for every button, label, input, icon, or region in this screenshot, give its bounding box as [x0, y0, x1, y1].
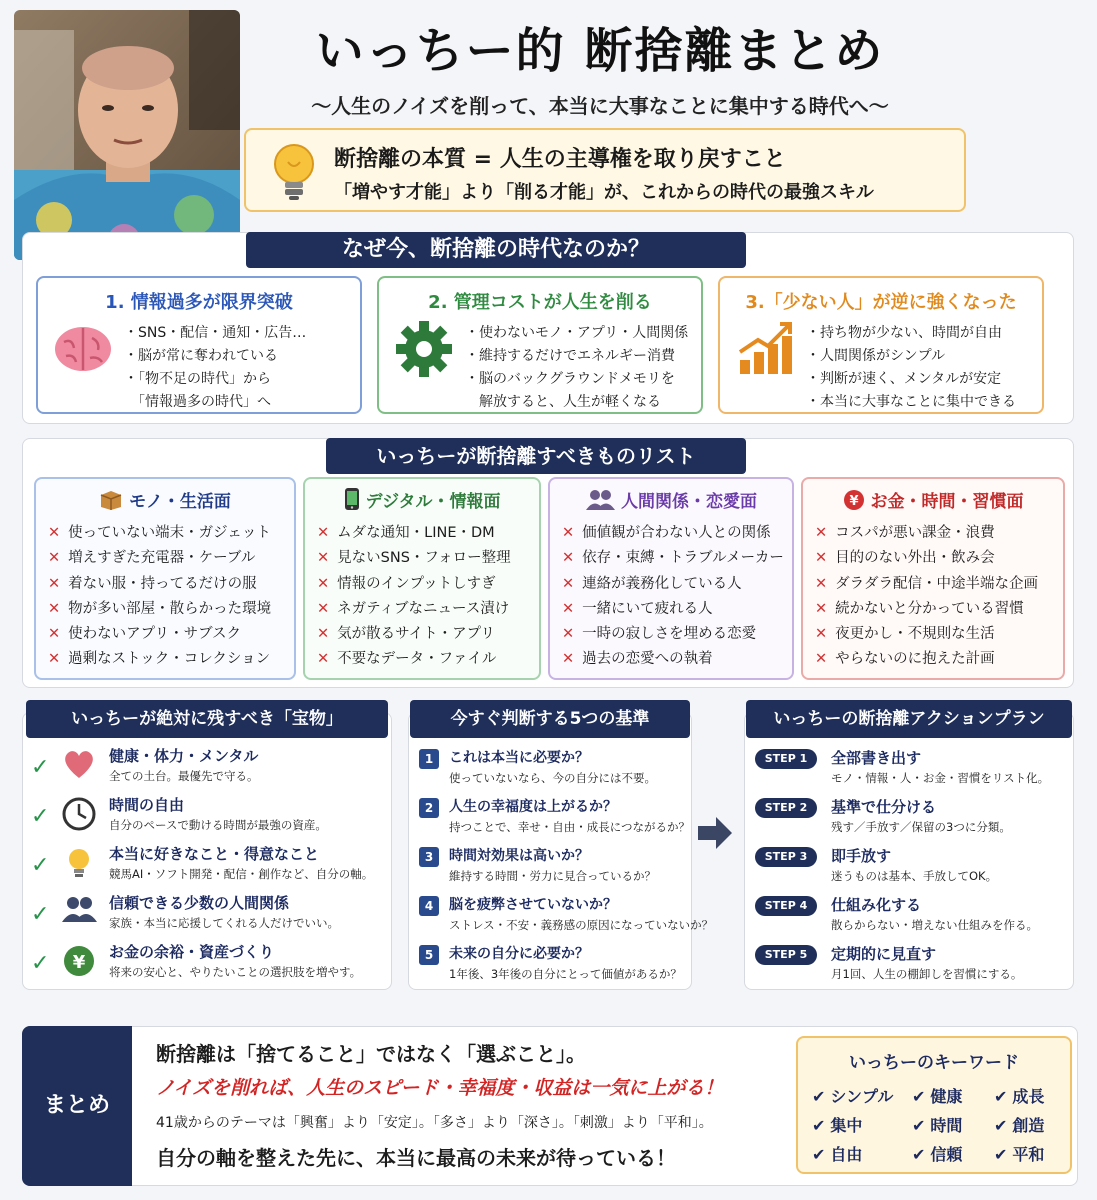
summary-label: まとめ: [22, 1026, 132, 1186]
list-item: ✕ 一時の寂しさを埋める恋愛: [562, 626, 757, 643]
step-badge: STEP 2: [755, 798, 817, 818]
summary-line-4: 自分の軸を整えた先に、本当に最高の未来が待っている！: [156, 1146, 676, 1170]
category-title: 人間関係・恋愛面: [621, 492, 757, 512]
x-mark-icon: ✕: [815, 626, 828, 643]
list-item: ✕ 着ない服・持ってるだけの服: [48, 575, 257, 592]
list-item: ・本当に大事なことに集中できる: [806, 394, 1016, 410]
check-icon: ✔: [912, 1116, 926, 1135]
keyword: ✔ シンプル: [812, 1087, 894, 1106]
treasure-item: ✓ 時間の自由 自分のペースで動ける時間が最強の資産。: [31, 794, 391, 840]
step-item: STEP 3 即手放す 迷うものは基本、手放してOK。: [755, 845, 1065, 891]
lightbulb-icon: [61, 845, 97, 885]
list-item: ✕ 目的のない外出・飲み会: [815, 550, 995, 567]
people-icon: [61, 894, 97, 928]
x-mark-icon: ✕: [48, 550, 61, 567]
box-icon: [99, 489, 123, 516]
x-mark-icon: ✕: [48, 575, 61, 592]
clock-icon: [61, 796, 97, 836]
keyword: ✔ 自由: [812, 1145, 863, 1164]
list-item: ✕ 使っていない端末・ガジェット: [48, 525, 271, 541]
check-icon: ✔: [912, 1087, 926, 1106]
list-item: ✕ 気が散るサイト・アプリ: [317, 626, 496, 643]
x-mark-icon: ✕: [317, 626, 330, 643]
list-item: ✕ コスパが悪い課金・浪費: [815, 525, 995, 541]
criteria-title: 今すぐ判断する5つの基準: [410, 700, 690, 738]
keywords-grid: [812, 1084, 1064, 1165]
category-card-digital: [303, 477, 541, 680]
check-icon: ✓: [31, 951, 50, 976]
summary-line-1: 断捨離は「捨てること」ではなく「選ぶこと」。: [156, 1042, 586, 1066]
keyword: ✔ 集中: [812, 1116, 863, 1135]
list-item: ・人間関係がシンプル: [806, 348, 946, 364]
x-mark-icon: ✕: [562, 651, 575, 668]
list-item: ✕ 価値観が合わない人との関係: [562, 525, 771, 541]
list-item: 「情報過多の時代」へ: [124, 394, 271, 410]
x-mark-icon: ✕: [815, 600, 828, 617]
check-icon: ✔: [994, 1087, 1008, 1106]
svg-text:¥: ¥: [848, 494, 859, 509]
criterion-item: 5 未来の自分に必要か？ 1年後、3年後の自分にとって価値があるか？: [419, 943, 689, 989]
svg-text:¥: ¥: [72, 952, 86, 973]
why-card-title: 3.「少ない人」が逆に強くなった: [745, 292, 1017, 313]
list-item: ・判断が速く、メンタルが安定: [806, 371, 1002, 387]
essence-line-2: 「増やす才能」より「削る才能」が、これからの時代の最強スキル: [334, 182, 874, 203]
list-item: ✕ ダラダラ配信・中途半端な企画: [815, 575, 1039, 592]
x-mark-icon: ✕: [48, 525, 61, 541]
essence-box: [244, 128, 966, 212]
keyword: ✔ 信頼: [912, 1145, 963, 1164]
heart-icon: [61, 747, 97, 785]
x-mark-icon: ✕: [562, 600, 575, 617]
keyword: ✔ 平和: [994, 1145, 1045, 1164]
action-plan-section: [744, 712, 1074, 990]
category-title: お金・時間・習慣面: [870, 492, 1024, 512]
x-mark-icon: ✕: [562, 550, 575, 567]
people-icon: [585, 489, 615, 516]
arrow-right-icon: [696, 815, 734, 855]
discard-list-title: いっちーが断捨離すべきものリスト: [326, 438, 746, 474]
treasure-item: ✓ 本当に好きなこと・得意なこと 競馬AI・ソフト開発・配信・創作など、自分の軸。: [31, 843, 391, 889]
page-subtitle: 〜人生のノイズを削って、本当に大事なことに集中する時代へ〜: [311, 94, 889, 118]
check-icon: ✔: [994, 1145, 1008, 1164]
brain-icon: [50, 316, 116, 386]
x-mark-icon: ✕: [562, 525, 575, 541]
x-mark-icon: ✕: [317, 550, 330, 567]
list-item: ・脳のバックグラウンドメモリを: [465, 371, 675, 387]
check-icon: ✔: [812, 1087, 826, 1106]
profile-photo: [14, 10, 240, 260]
list-item: ✕ 不要なデータ・ファイル: [317, 651, 497, 668]
x-mark-icon: ✕: [317, 600, 330, 617]
treasure-item: ✓ 信頼できる少数の人間関係 家族・本当に応援してくれる人だけでいい。: [31, 894, 339, 930]
why-card-management-cost: [377, 276, 703, 414]
treasures-title: いっちーが絶対に残すべき「宝物」: [26, 700, 388, 738]
essence-line-1: 断捨離の本質 = 人生の主導権を取り戻すこと: [334, 147, 786, 172]
criterion-item: 1 これは本当に必要か？ 使っていないなら、今の自分には不要。: [419, 747, 689, 793]
list-item: ・持ち物が少ない、時間が自由: [806, 325, 1002, 341]
list-item: ✕ 連絡が義務化している人: [562, 575, 742, 592]
x-mark-icon: ✕: [48, 651, 61, 668]
category-card-relationships: [548, 477, 794, 680]
list-item: ✕ ネガティブなニュース漬け: [317, 600, 510, 617]
keyword: ✔ 健康: [912, 1087, 963, 1106]
list-item: ・脳が常に奪われている: [124, 348, 278, 364]
growth-chart-icon: [732, 316, 798, 386]
x-mark-icon: ✕: [317, 525, 330, 541]
action-plan-title: いっちーの断捨離アクションプラン: [746, 700, 1072, 738]
step-badge: STEP 3: [755, 847, 817, 867]
list-item: ✕ 見ないSNS・フォロー整理: [317, 550, 511, 567]
list-item: ・SNS・配信・通知・広告…: [124, 325, 307, 341]
check-icon: ✔: [994, 1116, 1008, 1135]
x-mark-icon: ✕: [562, 575, 575, 592]
criteria-section: [408, 712, 714, 990]
keywords-box: [796, 1036, 1072, 1174]
step-badge: STEP 5: [755, 945, 817, 965]
check-icon: ✓: [31, 902, 50, 927]
check-icon: ✓: [31, 853, 50, 878]
list-item: ✕ 使わないアプリ・サブスク: [48, 626, 241, 643]
category-card-money-time: [801, 477, 1065, 680]
x-mark-icon: ✕: [48, 600, 61, 617]
why-card-title: 2. 管理コストが人生を削る: [428, 292, 652, 313]
x-mark-icon: ✕: [815, 651, 828, 668]
list-item: ・使わないモノ・アプリ・人間関係: [465, 325, 689, 341]
step-item: STEP 2 基準で仕分ける 残す／手放す／保留の3つに分類。: [755, 796, 1065, 842]
check-icon: ✓: [31, 804, 50, 829]
step-item: STEP 5 定期的に見直す 月1回、人生の棚卸しを習慣にする。: [755, 943, 1065, 989]
criterion-item: 2 人生の幸福度は上がるか？ 持つことで、幸せ・自由・成長につながるか？: [419, 796, 689, 842]
category-title: デジタル・情報面: [365, 492, 501, 512]
list-item: ✕ ムダな通知・LINE・DM: [317, 525, 495, 541]
check-icon: ✔: [812, 1145, 826, 1164]
check-icon: ✓: [31, 755, 50, 780]
yen-coin-icon: [61, 943, 97, 983]
criterion-item: 3 時間対効果は高いか？ 維持する時間・労力に見合っているか？: [419, 845, 689, 891]
keyword: ✔ 創造: [994, 1116, 1045, 1135]
list-item: ✕ 依存・束縛・トラブルメーカー: [562, 550, 784, 567]
treasure-item: ✓ 健康・体力・メンタル 全ての土台。最優先で守る。: [31, 747, 259, 783]
step-badge: STEP 1: [755, 749, 817, 769]
keyword: ✔ 成長: [994, 1087, 1045, 1106]
check-icon: ✔: [812, 1116, 826, 1135]
why-card-title: 1. 情報過多が限界突破: [105, 292, 293, 313]
check-icon: ✔: [912, 1145, 926, 1164]
page-title: いっちー的 断捨離まとめ: [315, 23, 885, 79]
x-mark-icon: ✕: [815, 525, 828, 541]
list-item: ・「物不足の時代」から: [124, 371, 271, 387]
list-item: ✕ 増えすぎた充電器・ケーブル: [48, 550, 256, 567]
criterion-item: 4 脳を疲弊させていないか？ ストレス・不安・義務感の原因になっていないか？: [419, 894, 689, 940]
list-item: ✕ 情報のインプットしすぎ: [317, 575, 496, 592]
category-card-things: [34, 477, 296, 680]
treasure-item: ✓ ¥ お金の余裕・資産づくり 将来の安心と、やりたいことの選択肢を増やす。: [31, 941, 391, 987]
step-item: STEP 4 仕組み化する 散らからない・増えない仕組みを作る。: [755, 894, 1065, 940]
why-card-info-overload: [36, 276, 362, 414]
x-mark-icon: ✕: [317, 575, 330, 592]
list-item: ✕ 過去の恋愛への執着: [562, 651, 713, 668]
list-item: ✕ やらないのに抱えた計画: [815, 651, 995, 668]
keyword: ✔ 時間: [912, 1116, 963, 1135]
smartphone-icon: [344, 487, 360, 516]
why-card-less-is-strong: [718, 276, 1044, 414]
category-title: モノ・生活面: [129, 492, 231, 512]
list-item: ✕ 続かないと分かっている習慣: [815, 600, 1024, 617]
lightbulb-icon: [270, 140, 318, 206]
yen-icon: [843, 489, 865, 516]
treasures-section: [22, 712, 392, 990]
list-item: 解放すると、人生が軽くなる: [465, 394, 661, 410]
gear-icon: [391, 316, 457, 386]
summary-line-3: 41歳からのテーマは「興奮」より「安定」。「多さ」より「深さ」。「刺激」より「平和」。: [156, 1115, 713, 1131]
x-mark-icon: ✕: [48, 626, 61, 643]
x-mark-icon: ✕: [815, 550, 828, 567]
list-item: ✕ 過剰なストック・コレクション: [48, 651, 271, 668]
list-item: ・維持するだけでエネルギー消費: [465, 348, 675, 364]
x-mark-icon: ✕: [815, 575, 828, 592]
list-item: ✕ 一緒にいて疲れる人: [562, 600, 713, 617]
list-item: ✕ 夜更かし・不規則な生活: [815, 626, 995, 643]
x-mark-icon: ✕: [317, 651, 330, 668]
step-badge: STEP 4: [755, 896, 817, 916]
x-mark-icon: ✕: [562, 626, 575, 643]
summary-line-2: ノイズを削れば、人生のスピード・幸福度・収益は一気に上がる！: [156, 1077, 724, 1099]
keywords-title: いっちーのキーワード: [849, 1053, 1019, 1073]
step-item: STEP 1 全部書き出す モノ・情報・人・お金・習慣をリスト化。: [755, 747, 1065, 793]
list-item: ✕ 物が多い部屋・散らかった環境: [48, 600, 272, 617]
why-section-title: なぜ今、断捨離の時代なのか？: [246, 232, 746, 268]
